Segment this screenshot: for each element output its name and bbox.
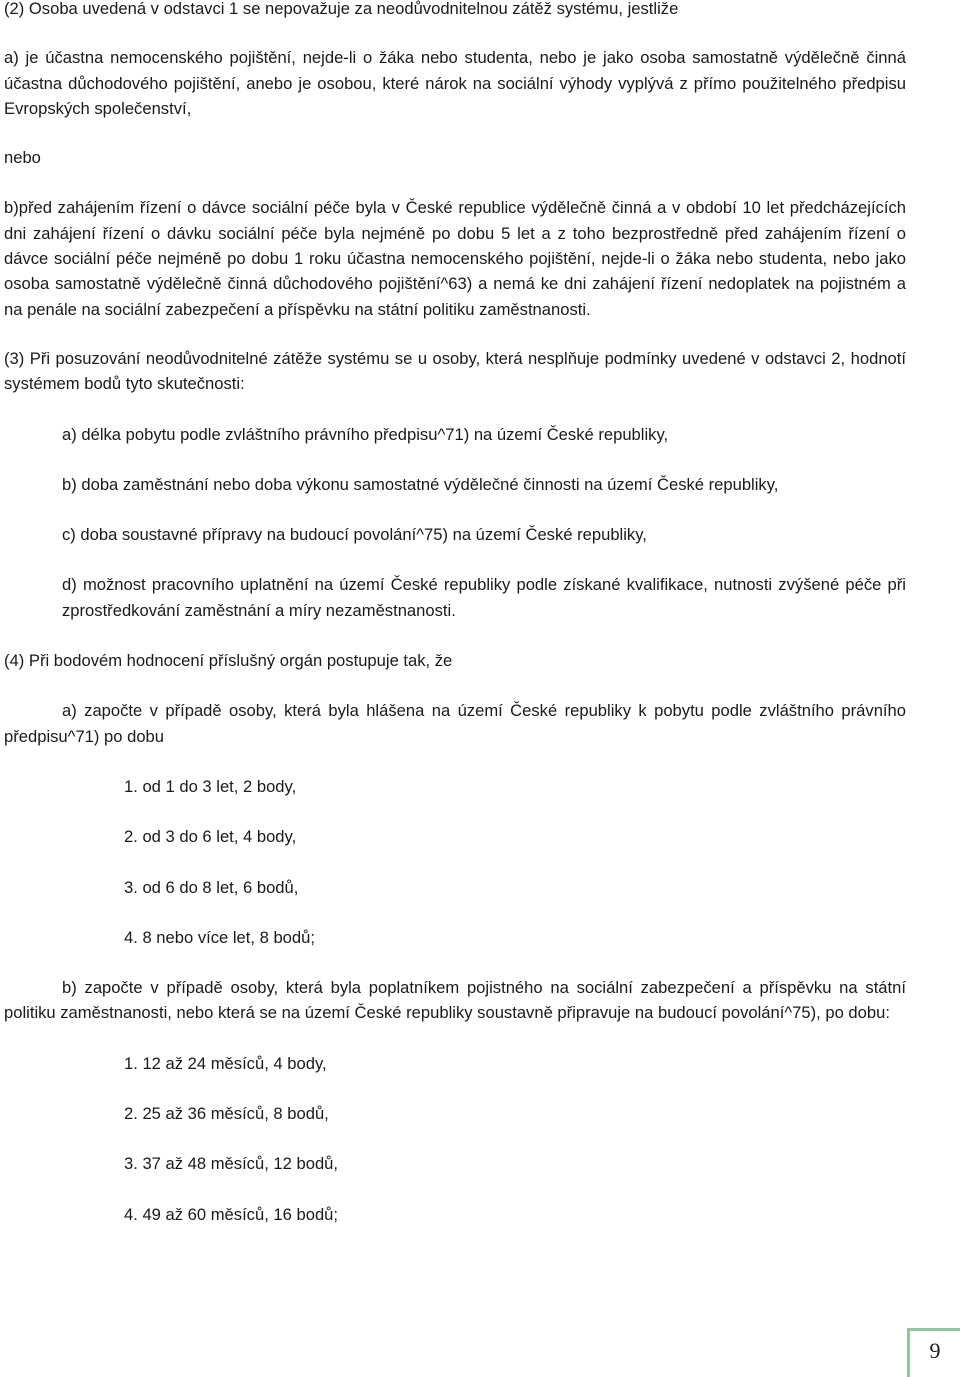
paragraph-4-intro: (4) Při bodovém hodnocení příslušný orgán postupuje tak, že: [4, 651, 453, 671]
paragraph-3-item-c: c) doba soustavné přípravy na budoucí povolání^75) na území České republiky,: [62, 525, 647, 545]
paragraph-2-item-b: b)před zahájením řízení o dávce sociální péče byla v České republice výdělečně činná a v období 10 let předcházejících dni zahájení řízení o dávku sociální péče byla nejméně po dobu 5 let a z toho bezprostředně před zahájením řízení o dávce sociální péče nejméně po dobu 1 roku účastna nemocenského pojištění, nejde-li o žáka nebo studenta, nebo jako osoba samostatně výdělečně činná důchodového pojištění^63) a nemá ke dni zahájení řízení nedoplatek na pojistném a na penále na sociální zabezpečení a příspěvku na státní politiku zaměstnanosti.: [4, 198, 906, 319]
document-body: [4, 0, 906, 1227]
paragraph-4-item-b: b) započte v případě osoby, která byla poplatníkem pojistného na sociální zabezpečení a příspěvku na státní politiku zaměstnanosti, nebo která se na území České republiky soustavně připravuje na budoucí povolání^75), po dobu:: [4, 978, 906, 1023]
paragraph-4-b-list-item: 3. 37 až 48 měsíců, 12 bodů,: [124, 1154, 339, 1174]
paragraph-4-a-list-item: 1. od 1 do 3 let, 2 body,: [124, 776, 297, 796]
paragraph-4-b-list-item: 4. 49 až 60 měsíců, 16 bodů;: [124, 1204, 339, 1224]
paragraph-4-a-list-item: 2. od 3 do 6 let, 4 body,: [124, 827, 297, 847]
paragraph-4-b-list-item: 1. 12 až 24 měsíců, 4 body,: [124, 1053, 327, 1073]
paragraph-2-conjunction: nebo: [4, 148, 41, 168]
paragraph-3-item-b: b) doba zaměstnání nebo doba výkonu samostatné výdělečné činnosti na území České republiky,: [62, 474, 779, 494]
paragraph-2-intro: (2) Osoba uvedená v odstavci 1 se nepovažuje za neodůvodnitelnou zátěž systému, jestliže: [4, 0, 679, 18]
paragraph-4-a-list-item: 3. od 6 do 8 let, 6 bodů,: [124, 877, 299, 897]
page-number: 9: [907, 1328, 960, 1377]
paragraph-3-item-d: d) možnost pracovního uplatnění na území České republiky podle získané kvalifikace, nutnosti zvýšené péče při zprostředkování zaměstnání a míry nezaměstnanosti.: [62, 575, 906, 620]
paragraph-2-item-a: a) je účastna nemocenského pojištění, nejde-li o žáka nebo studenta, nebo je jako osoba samostatně výdělečně činná účastna důchodového pojištění, anebo je osobou, které nárok na sociální výhody vyplývá z přímo použitelného předpisu Evropských společenství,: [4, 48, 906, 118]
paragraph-4-item-a: a) započte v případě osoby, která byla hlášena na území České republiky k pobytu podle zvláštního právního předpisu^71) po dobu: [4, 701, 906, 746]
paragraph-3-item-a: a) délka pobytu podle zvláštního právního předpisu^71) na území České republiky,: [62, 424, 669, 444]
paragraph-3-intro: (3) Při posuzování neodůvodnitelné zátěže systému se u osoby, která nesplňuje podmínky uvedené v odstavci 2, hodnotí systémem bodů tyto skutečnosti:: [4, 348, 906, 394]
paragraph-4-a-list-item: 4. 8 nebo více let, 8 bodů;: [124, 927, 315, 947]
paragraph-4-b-list-item: 2. 25 až 36 měsíců, 8 bodů,: [124, 1104, 329, 1124]
